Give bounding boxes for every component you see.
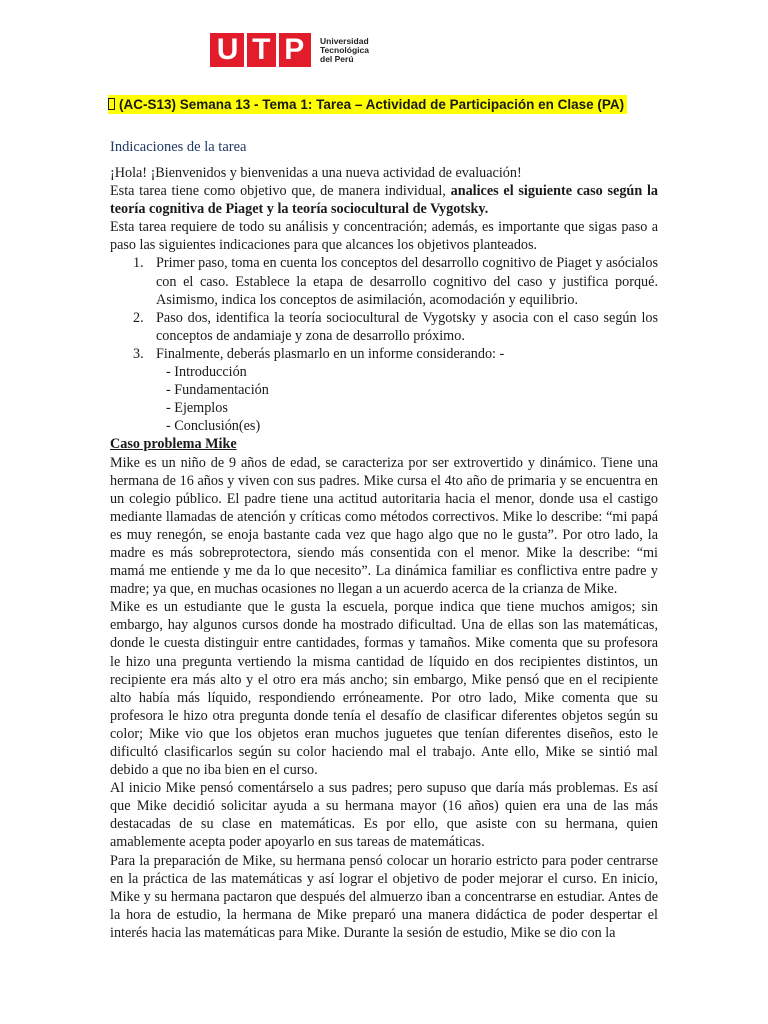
section-title: Indicaciones de la tarea [110,139,247,155]
checkbox-glyph-icon [108,98,115,110]
logo-letter-u: U [216,33,239,66]
utp-logo [210,33,369,67]
step-item [133,309,658,345]
logo-text-line: del Perú [320,53,354,64]
step-number: 3. [133,345,144,362]
assignment-heading [108,95,627,114]
report-item: - Ejemplos [166,400,228,417]
logo-mark [210,33,311,67]
greeting-paragraph: ¡Hola! ¡Bienvenidos y bienvenidas a una nueva actividad de evaluación! [110,165,522,181]
report-items-list [166,363,658,435]
objective-paragraph [110,182,658,218]
case-paragraph: Mike es un niño de 9 años de edad, se caracteriza por ser extrovertido y dinámico. Tiene una hermana de 16 años y viven con sus padres. Mike cursa el 4to año de primaria y se encuentra en un colegio público. El padre tiene una actitud autoritaria hacia el menor, donde usa el castigo mediante llamadas de atención y críticas como métodos correctivos. Mike lo describe: “mi papá es muy renegón, se enoja bastante cada vez que hago algo que no le gusta”. Por otro lado, la madre es más sobreprotectora, siendo más consentida con el menor. Mike la describe: “mi mamá me entiende y me da lo que necesito”. La dinámica familiar es conflictiva entre padre y madre; ya que, en muchas ocasiones no llegan a un acuerdo acerca de la crianza de Mike. [110,454,658,598]
logo-text-line: Universidad [320,35,369,46]
step-text: Primer paso, toma en cuenta los conceptos del desarrollo cognitivo de Piaget y asócialos con el caso. Establece la etapa de desarrollo cognitivo del caso y justifica porqué. Asimismo, indica los conceptos de asimilación, acomodación y equilibrio. [156,255,658,308]
case-paragraph: Para la preparación de Mike, su hermana pensó colocar un horario estricto para poder centrarse en la práctica de las matemáticas y así lograr el objetivo de poder mejorar el curso. En inicio, Mike y su hermana pactaron que después del almuerzo iban a concentrarse en estudiar. Antes de la hora de estudio, la hermana de Mike preparó una manera didáctica de poder despertar el interés hacia las matemáticas para Mike. Durante la sesión de estudio, Mike se dio con la [110,852,658,941]
requirement-paragraph: Esta tarea requiere de todo su análisis y concentración; además, es importante que sigas paso a paso las siguientes indicaciones para que alcances los objetivos planteados. [110,219,658,254]
assignment-heading-text: (AC-S13) Semana 13 - Tema 1: Tarea – Actividad de Participación en Clase (PA) [119,97,625,112]
logo-text-line: Tecnológica [320,44,369,55]
logo-wordmark [320,37,369,64]
logo-separator [276,33,279,67]
report-item: - Introducción [166,364,247,381]
step-item [133,345,658,363]
report-item: - Conclusión(es) [166,418,261,435]
case-paragraph: Mike es un estudiante que le gusta la escuela, porque indica que tiene muchos amigos; sin embargo, hay algunos cursos donde ha mostrado dificultad. Una de ellas son las matemáticas, donde le cuesta distinguir entre cantidades, formas y tamaños. Mike comenta que su profesora le hizo una pregunta vertiendo la misma cantidad de líquido en dos recipientes distintos, un recipiente era más alto y el otro era más ancho; sin embargo, Mike pensó que en el recipiente alto había más líquido, respondiendo erróneamente. Por otro lado, Mike comenta que su profesora le hizo otra pregunta donde tenía el desafío de clasificar diferentes objetos según su color; Mike vio que los objetos eran muchos juguetes que tenían diferentes diseños, esto le dificultó clasificarlos según su color haciendo mal el trabajo. Ante ello, Mike se sintió mal debido a que no iba bien en el curso. [110,599,658,779]
logo-letter-p: P [284,33,305,66]
objective-bold: analices el siguiente caso según la teoría cognitiva de Piaget y la teoría sociocultural de Vygotsky. [110,183,658,218]
objective-lead: Esta tarea tiene como objetivo que, de manera individual, [110,183,451,200]
step-number: 1. [133,255,144,272]
document-body [110,164,658,942]
step-number: 2. [133,309,144,326]
step-text: Paso dos, identifica la teoría sociocultural de Vygotsky y asocia con el caso según los conceptos de andamiaje y zona de desarrollo próximo. [156,309,658,344]
case-paragraph: Al inicio Mike pensó comentárselo a sus padres; pero supuso que daría más problemas. Es así que Mike decidió solicitar ayuda a su hermana mayor (16 años) quien era una de las más destacadas de su clase en matemáticas. Es por ello, que asiste con su hermana, quien amablemente acepta poder apoyarlo en sus tareas de matemáticas. [110,780,658,851]
report-item: - Fundamentación [166,382,269,399]
logo-separator [244,33,247,67]
steps-list [110,254,658,363]
case-title: Caso problema Mike [110,436,237,453]
step-text: Finalmente, deberás plasmarlo en un informe considerando: - [156,345,505,362]
logo-letter-t: T [252,33,271,66]
step-item [133,254,658,308]
